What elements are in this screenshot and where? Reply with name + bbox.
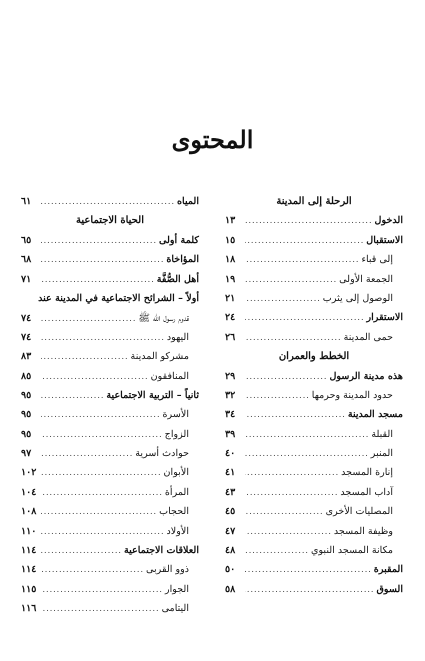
- toc-entry-wrapped: [21, 293, 199, 312]
- toc-entry-label: اليتامى: [161, 603, 189, 615]
- section-heading: [225, 196, 403, 215]
- toc-entry-label: الحجاب: [159, 506, 189, 518]
- dot-leader: [245, 449, 369, 458]
- toc-entry: [225, 584, 403, 603]
- toc-entry: [21, 235, 199, 254]
- toc-entry: [21, 312, 199, 331]
- toc-entry-label: الأولاد: [166, 525, 189, 537]
- toc-page-number: ٨٣: [21, 351, 32, 363]
- dot-leader: [245, 430, 369, 439]
- toc-entry-label: المؤاخاة: [166, 254, 199, 266]
- dot-leader: [41, 275, 155, 284]
- toc-page-number: ١٠٢: [21, 467, 37, 479]
- toc-page-number: ٣٢: [225, 389, 236, 401]
- toc-page-number: ٣٤: [225, 409, 236, 421]
- toc-entry: [21, 409, 199, 428]
- toc-page-number: ٦١: [21, 196, 32, 207]
- toc-entry: [225, 545, 403, 564]
- toc-page-number: ١٨: [225, 254, 236, 266]
- toc-page-number: ١١٤: [21, 545, 37, 557]
- dot-leader: [41, 352, 129, 361]
- toc-entry: [225, 371, 403, 390]
- toc-entry-label: السوق: [376, 583, 403, 595]
- toc-entry: [225, 390, 403, 409]
- toc-page-number: ١١٦: [21, 603, 37, 615]
- toc-entry: [21, 390, 199, 409]
- dot-leader: [245, 565, 372, 574]
- toc-entry-label: المرأة: [164, 486, 189, 498]
- dot-leader: [245, 236, 364, 245]
- toc-page-number: ٨٥: [21, 370, 32, 382]
- toc-entry-label: مشركو المدينة: [130, 351, 189, 363]
- toc-page-number: ١١٤: [21, 564, 37, 576]
- toc-entry: [225, 293, 403, 312]
- dot-leader: [245, 313, 364, 322]
- toc-page-number: ٩٧: [21, 448, 32, 460]
- toc-entry: [225, 235, 403, 254]
- dot-leader: [245, 410, 346, 419]
- dot-leader: [41, 546, 122, 555]
- dot-leader: [41, 585, 163, 594]
- toc-page-number: ٧٤: [21, 313, 32, 325]
- toc-page-number: ٢١: [225, 292, 236, 304]
- toc-entry-label: حمى المدينة: [343, 331, 393, 343]
- dot-leader: [41, 527, 164, 536]
- toc-entry-label: حدود المدينة وحرمها: [311, 389, 393, 401]
- toc-page-number: ٤٣: [225, 486, 236, 498]
- toc-entry-label: أولاً – الشرائح الاجتماعية في المدينة عند: [38, 292, 199, 304]
- toc-page-number: ١١٥: [21, 583, 37, 595]
- toc-entry-label: آداب المسجد: [340, 486, 393, 498]
- toc-entry-label: الاستقرار: [366, 312, 403, 324]
- toc-entry-label: العلاقات الاجتماعية: [123, 545, 199, 557]
- toc-page-number: ٩٥: [21, 389, 32, 401]
- toc-entry-label: أهل الصُّفَّة: [156, 273, 199, 285]
- dot-leader: [41, 430, 163, 439]
- toc-entry-label: إلى قباء: [361, 254, 393, 266]
- toc-entry-label: المنافقون: [150, 370, 189, 382]
- toc-left-column: [21, 196, 199, 623]
- toc-page-number: ٦٥: [21, 234, 32, 246]
- dot-leader: [41, 507, 157, 516]
- toc-entry: [225, 312, 403, 331]
- section-heading-label: الخطط والعمران: [278, 351, 350, 363]
- toc-entry: [21, 526, 199, 545]
- dot-leader: [41, 488, 163, 497]
- dot-leader: [41, 391, 104, 400]
- dot-leader: [245, 527, 332, 536]
- toc-entry-label: إنارة المسجد: [341, 467, 393, 479]
- toc-entry: [225, 254, 403, 273]
- section-heading-label: الحياة الاجتماعية: [76, 215, 144, 227]
- dot-leader: [41, 468, 162, 477]
- toc-entry: [21, 487, 199, 506]
- dot-leader: [245, 507, 324, 516]
- toc-entry: [21, 584, 199, 603]
- toc-entry-label: القبلة: [371, 428, 393, 440]
- dot-leader: [245, 372, 327, 381]
- toc-entry: [225, 564, 403, 583]
- toc-entry-label: كلمة أولى: [159, 234, 199, 246]
- toc-entry-label: ثانياً – التربية الاجتماعية: [106, 389, 199, 401]
- toc-entry: [21, 545, 199, 564]
- dot-leader: [41, 410, 161, 419]
- toc-entry-label: الوصول إلى يثرب: [322, 292, 393, 304]
- toc-entry: [21, 371, 199, 390]
- toc-entry-label: الزواج: [164, 428, 189, 440]
- dot-leader: [245, 585, 374, 594]
- dot-leader: [41, 449, 133, 458]
- toc-entry-label: الأسرة: [162, 409, 189, 421]
- toc-page-number: ٤١: [225, 467, 236, 479]
- toc-entry: [225, 274, 403, 293]
- toc-page-number: ٤٧: [225, 525, 236, 537]
- toc-entry: [225, 429, 403, 448]
- dot-leader: [41, 255, 164, 264]
- dot-leader: [245, 333, 342, 342]
- toc-entry-label: حوادث أسرية: [135, 448, 189, 460]
- dot-leader: [245, 275, 337, 284]
- toc-entry: [225, 506, 403, 525]
- page-title: المحتوى: [171, 125, 254, 154]
- toc-entry-label: اليهود: [166, 331, 189, 343]
- dot-leader: [245, 294, 321, 303]
- dot-leader: [245, 546, 309, 555]
- toc-entry-label: المصليات الأخرى: [325, 506, 393, 518]
- section-heading-label: الرحلة إلى المدينة: [276, 196, 352, 207]
- toc-page-number: ٤٥: [225, 506, 236, 518]
- dot-leader: [41, 197, 175, 206]
- toc-entry: [225, 467, 403, 486]
- toc-entry: [21, 196, 199, 215]
- toc-right-column: [225, 196, 403, 603]
- toc-entry: [21, 351, 199, 370]
- toc-entry: [21, 332, 199, 351]
- toc-entry: [225, 526, 403, 545]
- toc-page-number: ٩٥: [21, 409, 32, 421]
- toc-page-number: ٣٩: [225, 428, 236, 440]
- toc-page-number: ٧١: [21, 273, 32, 285]
- dot-leader: [245, 255, 359, 264]
- dot-leader: [41, 333, 165, 342]
- toc-entry: [21, 603, 199, 622]
- toc-page-number: ١٥: [225, 234, 236, 246]
- toc-page-number: ٥٨: [225, 583, 236, 595]
- toc-page-number: ٩٥: [21, 428, 32, 440]
- toc-entry-label: هذه مدينة الرسول: [329, 370, 403, 382]
- toc-page-number: ١٠٨: [21, 506, 37, 518]
- toc-page-number: ٤٠: [225, 448, 236, 460]
- toc-page-number: ٢٤: [225, 312, 236, 324]
- toc-entry: [21, 254, 199, 273]
- dot-leader: [245, 468, 339, 477]
- toc-entry: [225, 409, 403, 428]
- section-heading: [225, 351, 403, 370]
- dot-leader: [245, 488, 338, 497]
- toc-entry-label: ذوو القربى: [146, 564, 189, 576]
- dot-leader: [245, 391, 310, 400]
- toc-page-number: ٤٨: [225, 545, 236, 557]
- dot-leader: [41, 236, 157, 245]
- toc-page-number: ٥٠: [225, 564, 236, 576]
- dot-leader: [41, 314, 136, 323]
- toc-page-number: ٢٩: [225, 370, 236, 382]
- toc-entry-label: الاستقبال: [366, 234, 403, 246]
- dot-leader: [245, 216, 373, 225]
- toc-entry-label: مكانة المسجد النبوي: [310, 545, 393, 557]
- toc-page-number: ٢٦: [225, 331, 236, 343]
- toc-page-number: ١٣: [225, 215, 236, 227]
- toc-entry-label: المياه: [177, 196, 199, 207]
- toc-entry: [21, 467, 199, 486]
- toc-entry-label: المقبرة: [373, 564, 403, 576]
- toc-entry-label: الجوار: [164, 583, 189, 595]
- toc-entry: [225, 215, 403, 234]
- toc-page-number: ١٩: [225, 273, 236, 285]
- toc-page-number: ٧٤: [21, 331, 32, 343]
- toc-entry: [21, 429, 199, 448]
- toc-entry-label: المنبر: [370, 448, 393, 460]
- toc-entry-label: قدوم رسول الله ﷺ: [138, 313, 189, 325]
- section-heading: [21, 215, 199, 234]
- dot-leader: [41, 565, 144, 574]
- toc-entry: [225, 487, 403, 506]
- toc-entry-label: الجمعة الأولى: [339, 273, 393, 285]
- toc-entry: [225, 332, 403, 351]
- toc-page-number: ١١٠: [21, 525, 37, 537]
- dot-leader: [41, 604, 160, 613]
- toc-entry-label: وظيفة المسجد: [333, 525, 393, 537]
- dot-leader: [41, 372, 149, 381]
- toc-page-number: ١٠٤: [21, 486, 37, 498]
- toc-entry: [21, 564, 199, 583]
- toc-entry-label: الأبوان: [163, 467, 189, 479]
- toc-entry: [21, 506, 199, 525]
- toc-entry: [225, 448, 403, 467]
- toc-entry: [21, 448, 199, 467]
- toc-page-number: ٦٨: [21, 254, 32, 266]
- toc-entry: [21, 274, 199, 293]
- toc-entry-label: مسجد المدينة: [347, 409, 403, 421]
- toc-entry-label: الدخول: [374, 215, 403, 227]
